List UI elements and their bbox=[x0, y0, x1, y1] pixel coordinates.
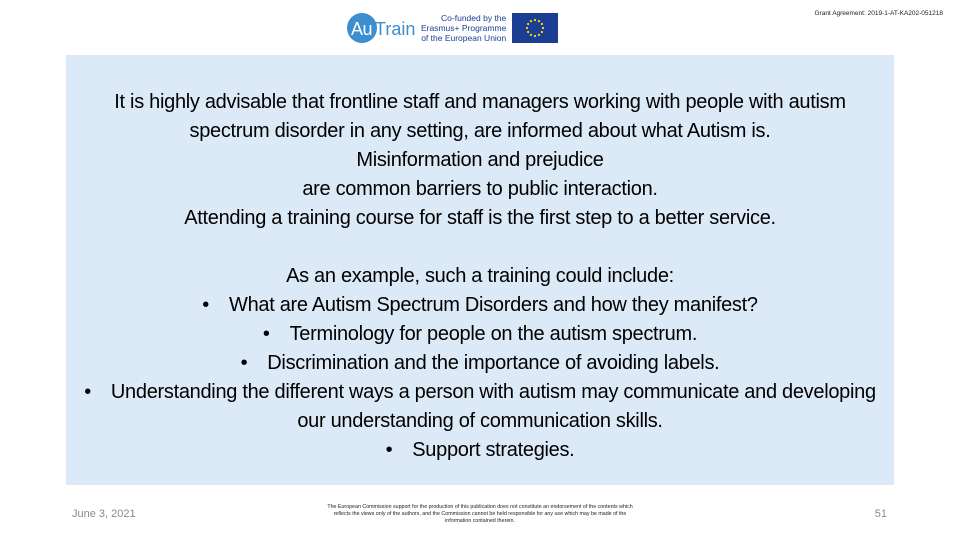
bullet-icon: • bbox=[385, 439, 393, 461]
bullet-text: Discrimination and the importance of avoiding labels. bbox=[267, 352, 720, 374]
bullet-item bbox=[66, 349, 894, 378]
bullet-icon: • bbox=[202, 294, 209, 316]
bullet-text: Support strategies. bbox=[412, 439, 575, 461]
bullet-text: Understanding the different ways a person with autism may communicate and developing bbox=[110, 381, 876, 403]
cofund-line-3: of the European Union bbox=[421, 33, 507, 43]
intro-line-4: are common barriers to public interaction. bbox=[302, 178, 658, 200]
footer-date: June 3, 2021 bbox=[72, 508, 136, 520]
footer-disclaimer: The European Commission support for the production of this publication does not constitute an endorsement of the contents which reflects the views only of the authors, and the Commission cannot be held responsible for any use which may be made of the information contained therein. bbox=[327, 504, 633, 524]
bullet-icon: • bbox=[262, 323, 270, 345]
autrain-logo bbox=[345, 11, 416, 45]
cofund-text bbox=[421, 13, 506, 43]
bullet-continuation: our understanding of communication skills. bbox=[297, 410, 663, 432]
intro-line-5: Attending a training course for staff is the first step to a better service. bbox=[184, 207, 776, 229]
page-number: 51 bbox=[874, 508, 887, 520]
bullet-item bbox=[66, 436, 894, 465]
eu-flag-icon bbox=[512, 13, 558, 43]
bullet-text: Terminology for people on the autism spectrum. bbox=[289, 323, 698, 345]
eu-stars-icon bbox=[512, 13, 558, 43]
bullet-item bbox=[66, 291, 894, 320]
content-text bbox=[66, 88, 894, 465]
header-logos bbox=[345, 10, 558, 46]
bullet-item bbox=[66, 320, 894, 349]
cofund-line-2: Erasmus+ Programme bbox=[421, 23, 507, 33]
intro-line-3: Misinformation and prejudice bbox=[356, 149, 604, 171]
bullet-text: What are Autism Spectrum Disorders and how they manifest? bbox=[229, 294, 758, 316]
cofund-line-1: Co-funded by the bbox=[441, 13, 507, 23]
bullet-icon: • bbox=[240, 352, 248, 374]
intro-line-1: It is highly advisable that frontline staff and managers working with people with autism bbox=[114, 91, 846, 113]
bullet-icon: • bbox=[84, 381, 91, 403]
grant-agreement: Grant Agreement: 2019-1-AT-KA202-051218 bbox=[814, 10, 943, 17]
example-heading: As an example, such a training could include: bbox=[286, 265, 674, 287]
autrain-logo-train: Train bbox=[375, 19, 416, 39]
content-panel bbox=[66, 55, 894, 485]
intro-line-2: spectrum disorder in any setting, are informed about what Autism is. bbox=[189, 120, 771, 142]
autrain-logo-au: Au bbox=[351, 19, 373, 39]
bullet-item bbox=[66, 378, 894, 407]
paragraph-gap bbox=[66, 233, 894, 262]
